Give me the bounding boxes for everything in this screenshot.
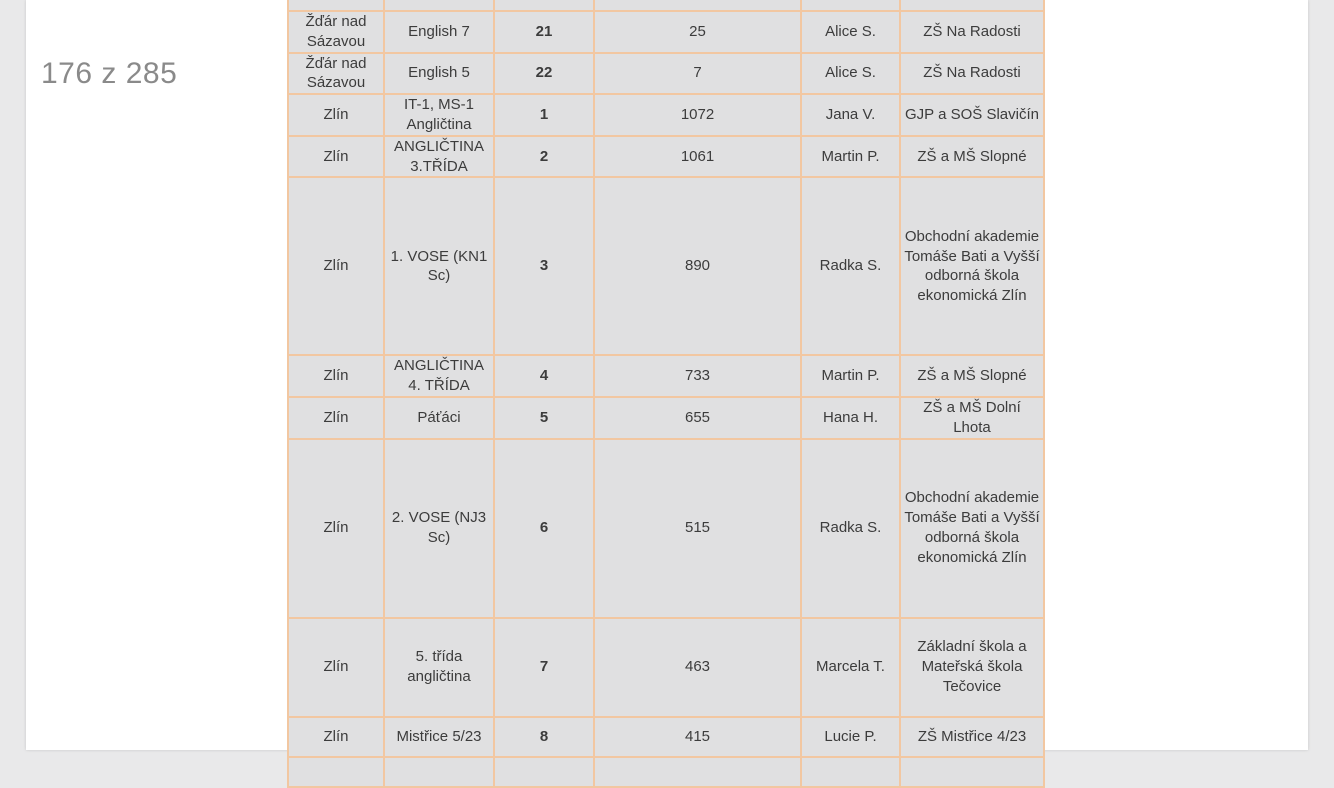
table-row [288, 397, 1044, 439]
cell-rank: 21 [494, 11, 594, 53]
cell-rank: 3 [494, 177, 594, 355]
cell-rank: 6 [494, 439, 594, 618]
cell-school: Základní škola a Mateřská škola Tečovice [900, 618, 1044, 717]
cell-teacher: Martin P. [801, 136, 900, 178]
cell-school: ZŠ Na Radosti [900, 11, 1044, 53]
cell-teacher: Hana H. [801, 397, 900, 439]
cell-school: Obchodní akademie Tomáše Bati a Vyšší odborná škola ekonomická Zlín [900, 439, 1044, 618]
cell-region: Žďár nad Sázavou [288, 53, 384, 95]
cell-class-name: Mistřice 5/23 [384, 717, 494, 757]
cell-rank: 4 [494, 355, 594, 397]
cell-teacher [801, 0, 900, 11]
cell-rank [494, 757, 594, 787]
cell-region: Zlín [288, 94, 384, 136]
cell-teacher: Radka S. [801, 177, 900, 355]
cell-class-name: IT-1, MS-1 Angličtina [384, 94, 494, 136]
cell-school: ZŠ a MŠ Slopné [900, 355, 1044, 397]
cell-class-name: ANGLIČTINA 3.TŘÍDA [384, 136, 494, 178]
table-row [288, 53, 1044, 95]
cell-school: ZŠ Mistřice 4/23 [900, 717, 1044, 757]
results-table [287, 0, 1045, 788]
cell-class-name: Páťáci [384, 397, 494, 439]
cell-score: 515 [594, 439, 801, 618]
cell-school [900, 0, 1044, 11]
cell-rank: 2 [494, 136, 594, 178]
cell-rank: 22 [494, 53, 594, 95]
table-row [288, 717, 1044, 757]
cell-score: 655 [594, 397, 801, 439]
cell-region: Zlín [288, 136, 384, 178]
cell-rank: 7 [494, 618, 594, 717]
cell-region: Zlín [288, 717, 384, 757]
cell-region: Zlín [288, 618, 384, 717]
cell-class-name [384, 757, 494, 787]
cell-class-name: 1. VOSE (KN1 Sc) [384, 177, 494, 355]
cell-region: Zlín [288, 355, 384, 397]
cell-rank: 5 [494, 397, 594, 439]
page-counter: 176 z 285 [41, 57, 178, 90]
cell-score: 1061 [594, 136, 801, 178]
table-row [288, 618, 1044, 717]
cell-school: ZŠ Na Radosti [900, 53, 1044, 95]
cell-score: 25 [594, 11, 801, 53]
cell-school: ZŠ a MŠ Slopné [900, 136, 1044, 178]
cell-score: 463 [594, 618, 801, 717]
cell-score: 7 [594, 53, 801, 95]
cell-score: 733 [594, 355, 801, 397]
cell-teacher: Martin P. [801, 355, 900, 397]
cell-school [900, 757, 1044, 787]
table-row [288, 0, 1044, 11]
cell-teacher: Jana V. [801, 94, 900, 136]
cell-teacher [801, 757, 900, 787]
table-row [288, 757, 1044, 787]
cell-region: Žďár nad Sázavou [288, 11, 384, 53]
cell-region [288, 757, 384, 787]
results-table-body [288, 0, 1044, 787]
cell-teacher: Marcela T. [801, 618, 900, 717]
cell-region: Zlín [288, 439, 384, 618]
cell-rank: 1 [494, 94, 594, 136]
cell-rank [494, 0, 594, 11]
cell-score [594, 0, 801, 11]
table-row [288, 439, 1044, 618]
cell-region: Zlín [288, 397, 384, 439]
cell-class-name: English 7 [384, 11, 494, 53]
table-row [288, 177, 1044, 355]
cell-school: Obchodní akademie Tomáše Bati a Vyšší odborná škola ekonomická Zlín [900, 177, 1044, 355]
cell-teacher: Alice S. [801, 53, 900, 95]
cell-teacher: Lucie P. [801, 717, 900, 757]
table-row [288, 94, 1044, 136]
table-row [288, 136, 1044, 178]
cell-rank: 8 [494, 717, 594, 757]
cell-school: GJP a SOŠ Slavičín [900, 94, 1044, 136]
cell-teacher: Radka S. [801, 439, 900, 618]
cell-class-name: English 5 [384, 53, 494, 95]
cell-region [288, 0, 384, 11]
cell-class-name: 5. třída angličtina [384, 618, 494, 717]
results-table-wrapper [287, 0, 1043, 788]
cell-class-name: ANGLIČTINA 4. TŘÍDA [384, 355, 494, 397]
table-row [288, 11, 1044, 53]
cell-class-name: 2. VOSE (NJ3 Sc) [384, 439, 494, 618]
cell-score: 1072 [594, 94, 801, 136]
cell-class-name [384, 0, 494, 11]
cell-score: 415 [594, 717, 801, 757]
table-row [288, 355, 1044, 397]
cell-score: 890 [594, 177, 801, 355]
cell-score [594, 757, 801, 787]
cell-region: Zlín [288, 177, 384, 355]
cell-teacher: Alice S. [801, 11, 900, 53]
cell-school: ZŠ a MŠ Dolní Lhota [900, 397, 1044, 439]
